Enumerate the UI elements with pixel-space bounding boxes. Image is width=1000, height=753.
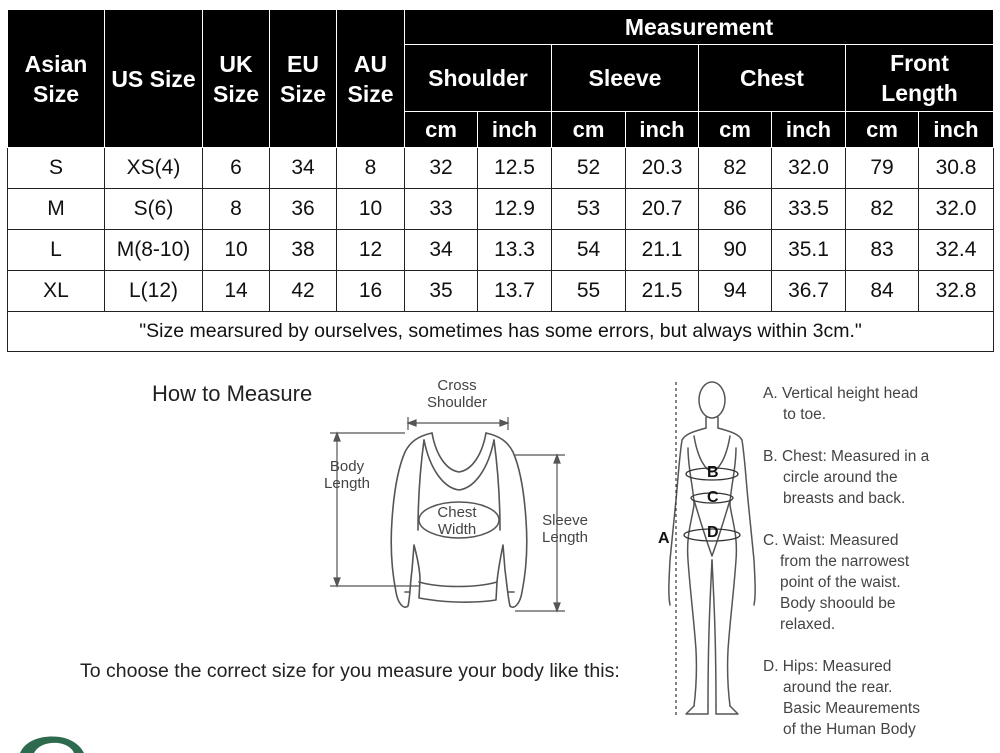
marker-c: C xyxy=(707,489,719,506)
legend-line: Body shoould be xyxy=(780,595,896,612)
table-cell: 33.5 xyxy=(772,189,846,230)
choose-size-instruction: To choose the correct size for you measure your body like this: xyxy=(80,660,620,682)
logo-icon xyxy=(20,733,100,753)
table-cell: 86 xyxy=(699,189,772,230)
table-cell: 12.9 xyxy=(478,189,552,230)
table-cell: 21.1 xyxy=(626,230,699,271)
legend-line: Basic Meaurements xyxy=(783,700,920,717)
table-cell: M xyxy=(8,189,105,230)
cross-shoulder-label-line: Cross xyxy=(437,377,477,394)
table-cell: 82 xyxy=(846,189,919,230)
legend-line: relaxed. xyxy=(780,616,836,633)
marker-b: B xyxy=(707,464,719,481)
unit-inch: inch xyxy=(919,112,994,148)
legend-item-d xyxy=(763,656,963,740)
table-cell: 94 xyxy=(699,271,772,312)
unit-cm: cm xyxy=(846,112,919,148)
table-cell: 38 xyxy=(270,230,337,271)
table-cell: 14 xyxy=(203,271,270,312)
table-cell: 55 xyxy=(552,271,626,312)
table-cell: 20.7 xyxy=(626,189,699,230)
table-cell: 79 xyxy=(846,148,919,189)
table-cell: XS(4) xyxy=(105,148,203,189)
table-cell: 36 xyxy=(270,189,337,230)
header-us-size: US Size xyxy=(105,10,203,148)
cross-shoulder-label-line: Shoulder xyxy=(426,394,488,411)
table-cell: 13.7 xyxy=(478,271,552,312)
table-cell: 32.0 xyxy=(919,189,994,230)
legend-item-b xyxy=(763,446,963,509)
table-cell: S(6) xyxy=(105,189,203,230)
table-cell: 10 xyxy=(203,230,270,271)
table-cell: 33 xyxy=(405,189,478,230)
header-front-length: Front Length xyxy=(846,45,994,112)
legend-item-c xyxy=(763,530,963,635)
header-uk-size: UK Size xyxy=(203,10,270,148)
legend-line: point of the waist. xyxy=(780,574,901,591)
legend-line: around the rear. xyxy=(783,679,893,696)
legend-line: circle around the xyxy=(783,469,898,486)
table-cell: 13.3 xyxy=(478,230,552,271)
legend-item-a xyxy=(763,383,963,425)
body-length-label-line: Body xyxy=(329,458,365,475)
table-cell: M(8-10) xyxy=(105,230,203,271)
header-shoulder: Shoulder xyxy=(405,45,552,112)
legend-line: to toe. xyxy=(783,406,827,423)
table-cell: 30.8 xyxy=(919,148,994,189)
header-au-size: AU Size xyxy=(337,10,405,148)
table-cell: 6 xyxy=(203,148,270,189)
unit-cm: cm xyxy=(552,112,626,148)
legend-line: C. Waist: Measured xyxy=(763,532,899,549)
marker-d: D xyxy=(707,524,719,541)
table-cell: 35 xyxy=(405,271,478,312)
body-length-label-line: Length xyxy=(324,475,370,492)
table-cell: 83 xyxy=(846,230,919,271)
chest-width-label-line: Width xyxy=(437,521,477,538)
table-cell: 8 xyxy=(337,148,405,189)
table-cell: 32.4 xyxy=(919,230,994,271)
table-cell: L(12) xyxy=(105,271,203,312)
table-note: "Size mearsured by ourselves, sometimes has some errors, but always within 3cm." xyxy=(8,312,994,352)
header-sleeve: Sleeve xyxy=(552,45,699,112)
legend-line: from the narrowest xyxy=(780,553,910,570)
table-cell: 32 xyxy=(405,148,478,189)
legend-line: D. Hips: Measured xyxy=(763,658,892,675)
table-cell: 32.0 xyxy=(772,148,846,189)
legend-line: of the Human Body xyxy=(783,721,916,738)
table-cell: 53 xyxy=(552,189,626,230)
table-cell: 12.5 xyxy=(478,148,552,189)
header-measurement: Measurement xyxy=(405,10,994,45)
table-cell: 82 xyxy=(699,148,772,189)
table-cell: L xyxy=(8,230,105,271)
table-cell: 36.7 xyxy=(772,271,846,312)
legend-line: breasts and back. xyxy=(783,490,906,507)
legend-line: A. Vertical height head xyxy=(763,385,919,402)
table-cell: 34 xyxy=(405,230,478,271)
table-cell: 16 xyxy=(337,271,405,312)
header-chest: Chest xyxy=(699,45,846,112)
unit-inch: inch xyxy=(478,112,552,148)
chest-width-label-line: Chest xyxy=(437,504,477,521)
table-cell: S xyxy=(8,148,105,189)
table-cell: 84 xyxy=(846,271,919,312)
table-cell: 42 xyxy=(270,271,337,312)
table-cell: 8 xyxy=(203,189,270,230)
unit-inch: inch xyxy=(626,112,699,148)
unit-inch: inch xyxy=(772,112,846,148)
how-to-measure-title: How to Measure xyxy=(152,381,313,406)
header-asian-size: Asian Size xyxy=(8,10,105,148)
unit-cm: cm xyxy=(405,112,478,148)
header-eu-size: EU Size xyxy=(270,10,337,148)
legend-line: B. Chest: Measured in a xyxy=(763,448,930,465)
unit-cm: cm xyxy=(699,112,772,148)
table-cell: 90 xyxy=(699,230,772,271)
sleeve-length-label-line: Sleeve xyxy=(542,512,588,529)
table-cell: 52 xyxy=(552,148,626,189)
table-cell: XL xyxy=(8,271,105,312)
marker-a: A xyxy=(658,530,670,547)
table-cell: 34 xyxy=(270,148,337,189)
table-cell: 54 xyxy=(552,230,626,271)
sleeve-length-label-line: Length xyxy=(542,529,588,546)
table-cell: 20.3 xyxy=(626,148,699,189)
table-cell: 21.5 xyxy=(626,271,699,312)
table-cell: 35.1 xyxy=(772,230,846,271)
table-cell: 12 xyxy=(337,230,405,271)
table-cell: 32.8 xyxy=(919,271,994,312)
table-cell: 10 xyxy=(337,189,405,230)
